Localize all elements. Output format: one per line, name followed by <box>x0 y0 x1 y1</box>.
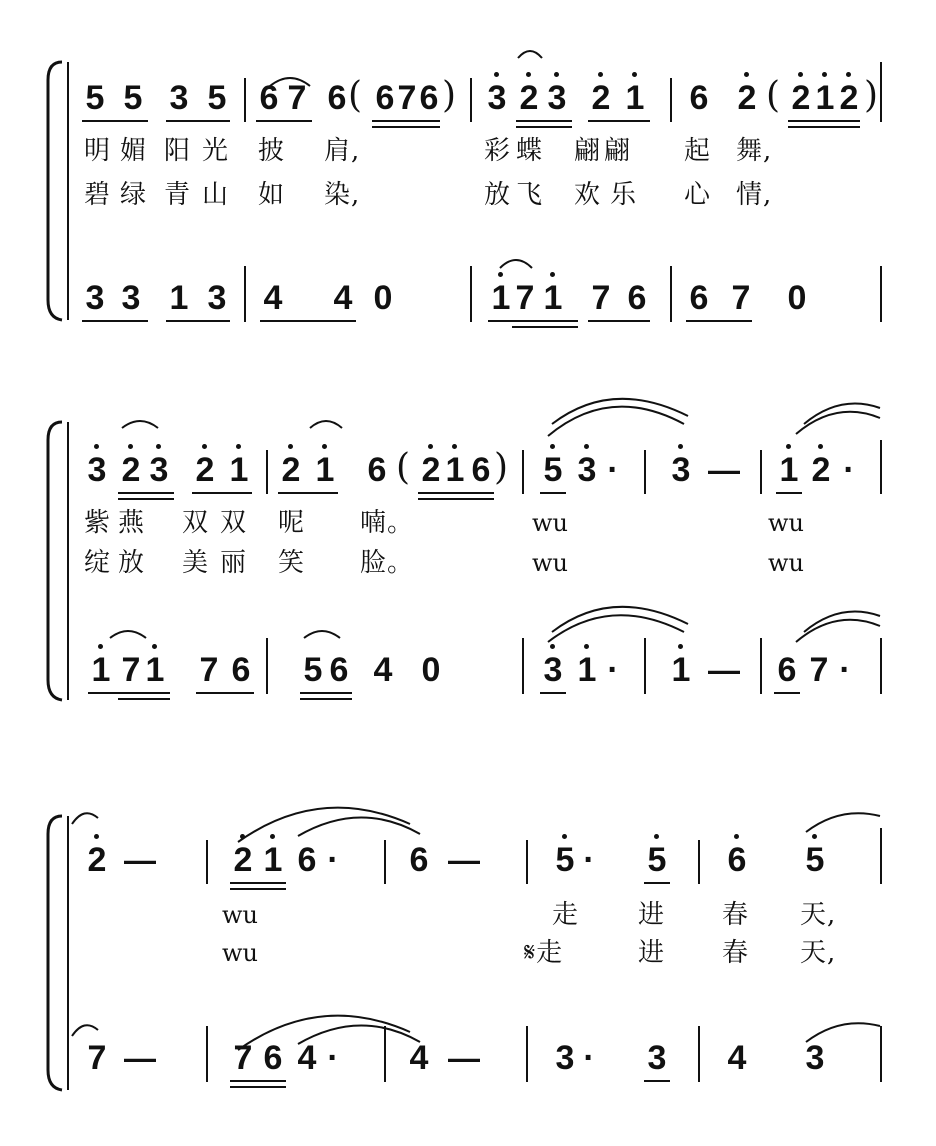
note: 7 <box>397 79 417 117</box>
segno-lyric: 𝄋走 <box>524 938 564 968</box>
system-2-lower: 1 7 1 7 6 5 6 4 0 3 1 · 1 — 6 7 · <box>0 650 936 710</box>
note: 6 <box>327 79 347 117</box>
note: 5 <box>85 79 105 117</box>
note: 2 <box>839 79 859 117</box>
note: 2 <box>591 79 611 117</box>
note: 7 <box>287 79 307 117</box>
note: 3 <box>547 79 567 117</box>
note: 2 <box>737 79 757 117</box>
system-2-upper: 3 2 3 2 1 2 1 6 ( 2 1 6 ) 5 3 · 3 — 1 2 · <box>0 450 936 510</box>
system-1-lyrics-2: 碧 绿 青 山 如 染, 放 飞 欢 乐 心 情, <box>84 180 773 210</box>
note: 5 <box>123 79 143 117</box>
system-3-lower: 7 — 7 6 4 · 4 — 3 · 3 4 3 <box>0 1038 936 1098</box>
note: 1 <box>815 79 835 117</box>
system-1-lower: 3 3 1 3 4 4 0 1 7 1 7 6 6 7 0 <box>0 278 936 338</box>
paren-close: ) <box>442 75 457 116</box>
system-3-upper: 2 — 2 1 6 · 6 — 5 · 5 6 5 <box>0 840 936 900</box>
paren-open: ( <box>348 75 363 116</box>
paren-open: ( <box>766 75 781 116</box>
system-3-lyrics-2: wu 𝄋走 进 春 天, <box>222 938 837 968</box>
system-1-upper <box>0 75 936 138</box>
note: 3 <box>169 79 189 117</box>
paren-close: ) <box>864 75 879 116</box>
note: 2 <box>791 79 811 117</box>
system-2-lyrics-2: 绽 放 美 丽 笑 脸。 wu wu <box>84 548 804 578</box>
note: 6 <box>375 79 395 117</box>
note: 6 <box>689 79 709 117</box>
note: 2 <box>519 79 539 117</box>
barline <box>880 62 882 122</box>
note: 6 <box>259 79 279 117</box>
note: 1 <box>625 79 645 117</box>
note: 5 <box>207 79 227 117</box>
barline <box>244 78 246 122</box>
barline <box>470 78 472 122</box>
note: 3 <box>487 79 507 117</box>
system-2-lyrics-1: 紫 燕 双 双 呢 喃。 wu wu <box>84 508 804 538</box>
note: 6 <box>419 79 439 117</box>
system-1-lyrics-1: 明 媚 阳 光 披 肩, 彩 蝶 翩 翩 起 舞, <box>84 136 773 166</box>
system-3-lyrics-1: wu 走 进 春 天, <box>222 900 837 930</box>
barline <box>670 78 672 122</box>
